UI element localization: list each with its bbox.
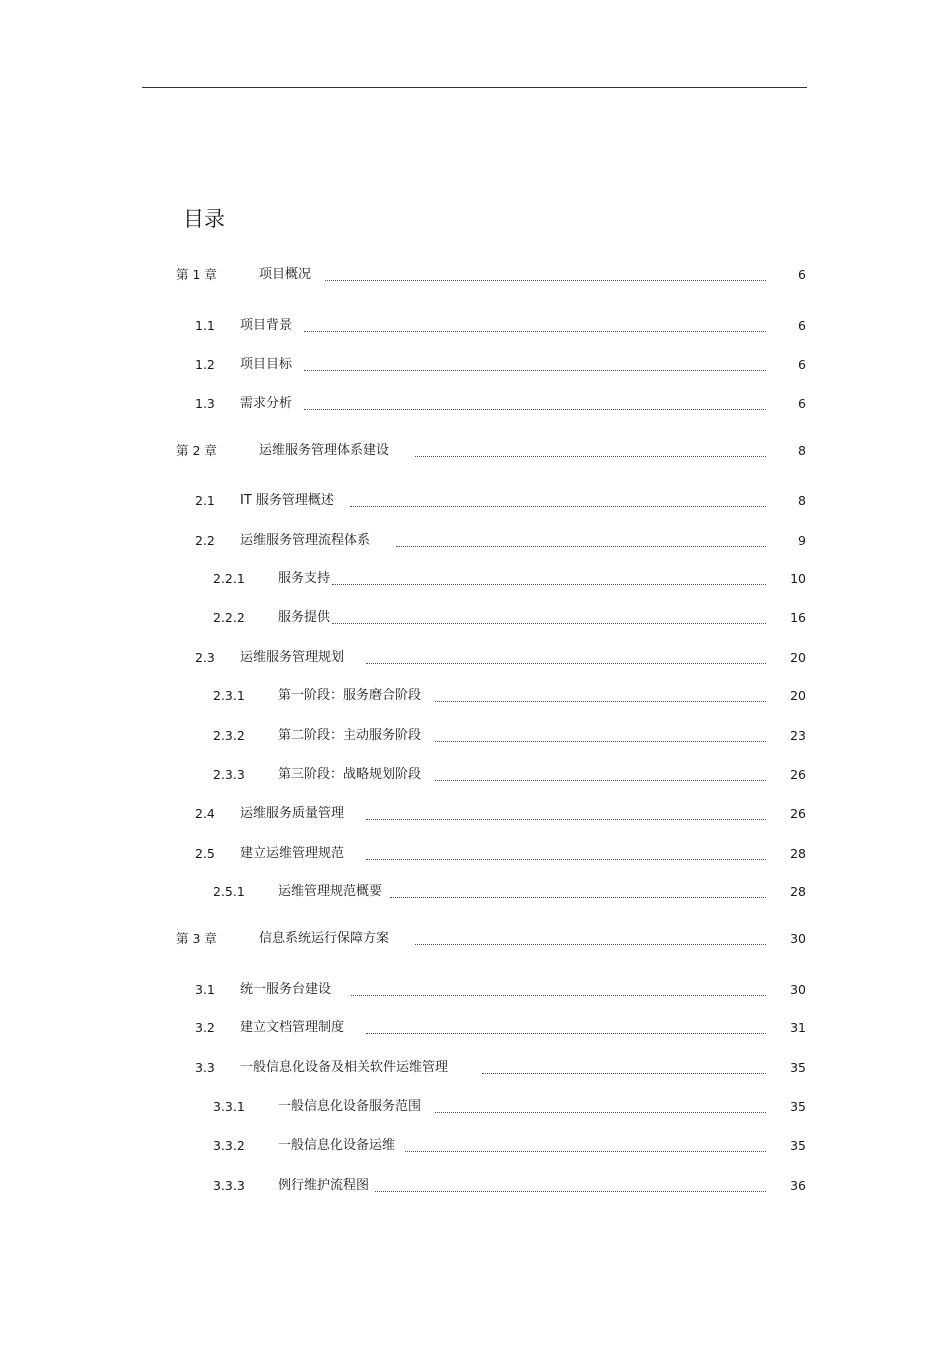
toc-entry-2-5[interactable] bbox=[195, 844, 806, 864]
toc-leader-dots bbox=[351, 994, 766, 996]
toc-entry-page: 36 bbox=[790, 1178, 806, 1193]
toc-entry-label: 第二阶段：主动服务阶段 bbox=[278, 728, 422, 743]
toc-entry-number: 3.3 bbox=[195, 1060, 215, 1075]
toc-entry-2-3-3[interactable] bbox=[213, 765, 806, 785]
toc-entry-label: 一般信息化设备服务范围 bbox=[278, 1099, 422, 1114]
toc-entry-number: 1.3 bbox=[195, 396, 215, 411]
toc-entry-2-3-2[interactable] bbox=[213, 726, 806, 746]
toc-entry-1-3[interactable] bbox=[195, 394, 806, 414]
toc-entry-label: 例行维护流程图 bbox=[278, 1178, 370, 1193]
toc-entry-number: 1.1 bbox=[195, 318, 215, 333]
toc-entry-1-2[interactable] bbox=[195, 355, 806, 375]
toc-entry-1-1[interactable] bbox=[195, 316, 806, 336]
toc-entry-3-3-3[interactable] bbox=[213, 1176, 806, 1196]
toc-entry-label: 信息系统运行保障方案 bbox=[259, 931, 390, 946]
toc-entry-page: 6 bbox=[798, 318, 806, 333]
toc-entry-label: 第三阶段：战略规划阶段 bbox=[278, 767, 422, 782]
toc-entry-label: 项目背景 bbox=[240, 318, 293, 333]
toc-leader-dots bbox=[435, 740, 766, 742]
toc-entry-page: 6 bbox=[798, 357, 806, 372]
toc-entry-page: 28 bbox=[790, 846, 806, 861]
toc-entry-page: 20 bbox=[790, 650, 806, 665]
toc-entry-page: 8 bbox=[798, 443, 806, 458]
toc-entry-label: 项目概况 bbox=[259, 267, 312, 282]
toc-entry-label: 项目目标 bbox=[240, 357, 293, 372]
toc-entry-2-2[interactable] bbox=[195, 531, 806, 551]
toc-entry-page: 35 bbox=[790, 1138, 806, 1153]
toc-leader-dots bbox=[350, 505, 766, 507]
toc-entry-number: 2.4 bbox=[195, 806, 215, 821]
toc-leader-dots bbox=[304, 330, 766, 332]
toc-entry-page: 9 bbox=[798, 533, 806, 548]
toc-entry-page: 28 bbox=[790, 884, 806, 899]
toc-entry-page: 30 bbox=[790, 931, 806, 946]
toc-entry-number: 3.2 bbox=[195, 1020, 215, 1035]
toc-entry-number: 2.3.3 bbox=[213, 767, 245, 782]
toc-leader-dots bbox=[304, 408, 766, 410]
toc-entry-3-1[interactable] bbox=[195, 980, 806, 1000]
toc-entry-2-4[interactable] bbox=[195, 804, 806, 824]
toc-entry-number: 3.3.3 bbox=[213, 1178, 245, 1193]
toc-leader-dots bbox=[396, 545, 766, 547]
toc-entry-page: 10 bbox=[790, 571, 806, 586]
toc-entry-label: 运维服务管理规划 bbox=[240, 650, 345, 665]
toc-leader-dots bbox=[366, 662, 766, 664]
toc-entry-number: 3.3.1 bbox=[213, 1099, 245, 1114]
toc-entry-chapter-3[interactable] bbox=[176, 929, 806, 949]
toc-entry-page: 31 bbox=[790, 1020, 806, 1035]
toc-leader-dots bbox=[375, 1190, 766, 1192]
toc-entry-label: 第一阶段：服务磨合阶段 bbox=[278, 688, 422, 703]
toc-entry-2-3[interactable] bbox=[195, 648, 806, 668]
toc-entry-page: 35 bbox=[790, 1060, 806, 1075]
toc-entry-label: 运维服务管理体系建设 bbox=[259, 443, 390, 458]
toc-entry-2-3-1[interactable] bbox=[213, 686, 806, 706]
toc-entry-page: 35 bbox=[790, 1099, 806, 1114]
toc-entry-number: 第 2 章 bbox=[176, 443, 217, 458]
toc-entry-2-2-2[interactable] bbox=[213, 608, 806, 628]
toc-entry-page: 6 bbox=[798, 396, 806, 411]
toc-entry-page: 20 bbox=[790, 688, 806, 703]
toc-leader-dots bbox=[415, 943, 766, 945]
toc-entry-label: 运维服务质量管理 bbox=[240, 806, 345, 821]
toc-entry-label: IT 服务管理概述 bbox=[240, 493, 334, 508]
toc-entry-page: 23 bbox=[790, 728, 806, 743]
toc-entry-label: 服务提供 bbox=[278, 610, 331, 625]
toc-entry-label: 服务支持 bbox=[278, 571, 331, 586]
toc-entry-2-5-1[interactable] bbox=[213, 882, 806, 902]
toc-leader-dots bbox=[415, 455, 766, 457]
toc-entry-number: 2.2.1 bbox=[213, 571, 245, 586]
toc-entry-2-2-1[interactable] bbox=[213, 569, 806, 589]
toc-leader-dots bbox=[304, 369, 766, 371]
toc-entry-number: 2.3 bbox=[195, 650, 215, 665]
toc-entry-number: 3.1 bbox=[195, 982, 215, 997]
toc-leader-dots bbox=[482, 1072, 766, 1074]
toc-entry-label: 统一服务台建设 bbox=[240, 982, 332, 997]
toc-entry-number: 2.3.1 bbox=[213, 688, 245, 703]
toc-leader-dots bbox=[366, 818, 766, 820]
toc-entry-page: 8 bbox=[798, 493, 806, 508]
toc-leader-dots bbox=[325, 279, 766, 281]
toc-entry-page: 30 bbox=[790, 982, 806, 997]
toc-leader-dots bbox=[366, 858, 766, 860]
toc-leader-dots bbox=[366, 1032, 766, 1034]
toc-entry-label: 建立文档管理制度 bbox=[240, 1020, 345, 1035]
toc-entry-number: 1.2 bbox=[195, 357, 215, 372]
toc-entry-3-3[interactable] bbox=[195, 1058, 806, 1078]
toc-entry-label: 一般信息化设备运维 bbox=[278, 1138, 396, 1153]
toc-leader-dots bbox=[435, 700, 766, 702]
toc-entry-3-3-2[interactable] bbox=[213, 1136, 806, 1156]
toc-entry-page: 26 bbox=[790, 767, 806, 782]
toc-entry-label: 建立运维管理规范 bbox=[240, 846, 345, 861]
toc-leader-dots bbox=[405, 1150, 766, 1152]
toc-entry-chapter-1[interactable] bbox=[176, 265, 806, 285]
toc-entry-number: 3.3.2 bbox=[213, 1138, 245, 1153]
toc-entry-page: 16 bbox=[790, 610, 806, 625]
toc-entry-page: 6 bbox=[798, 267, 806, 282]
toc-entry-3-3-1[interactable] bbox=[213, 1097, 806, 1117]
toc-leader-dots bbox=[435, 1111, 766, 1113]
toc-entry-label: 一般信息化设备及相关软件运维管理 bbox=[240, 1060, 449, 1075]
toc-entry-page: 26 bbox=[790, 806, 806, 821]
toc-entry-number: 2.5.1 bbox=[213, 884, 245, 899]
toc-title: 目录 bbox=[183, 207, 225, 231]
toc-entry-3-2[interactable] bbox=[195, 1018, 806, 1038]
toc-entry-number: 第 1 章 bbox=[176, 267, 217, 282]
toc-entry-2-1[interactable] bbox=[195, 491, 806, 511]
toc-entry-label: 需求分析 bbox=[240, 396, 293, 411]
toc-entry-label: 运维管理规范概要 bbox=[278, 884, 383, 899]
toc-entry-chapter-2[interactable] bbox=[176, 441, 806, 461]
toc-leader-dots bbox=[332, 583, 766, 585]
toc-entry-number: 2.3.2 bbox=[213, 728, 245, 743]
toc-leader-dots bbox=[332, 622, 766, 624]
toc-leader-dots bbox=[390, 896, 766, 898]
toc-entry-number: 2.5 bbox=[195, 846, 215, 861]
toc-entry-number: 第 3 章 bbox=[176, 931, 217, 946]
toc-leader-dots bbox=[435, 779, 766, 781]
toc-entry-number: 2.2.2 bbox=[213, 610, 245, 625]
toc-entry-number: 2.1 bbox=[195, 493, 215, 508]
toc-entry-label: 运维服务管理流程体系 bbox=[240, 533, 371, 548]
toc-entry-number: 2.2 bbox=[195, 533, 215, 548]
